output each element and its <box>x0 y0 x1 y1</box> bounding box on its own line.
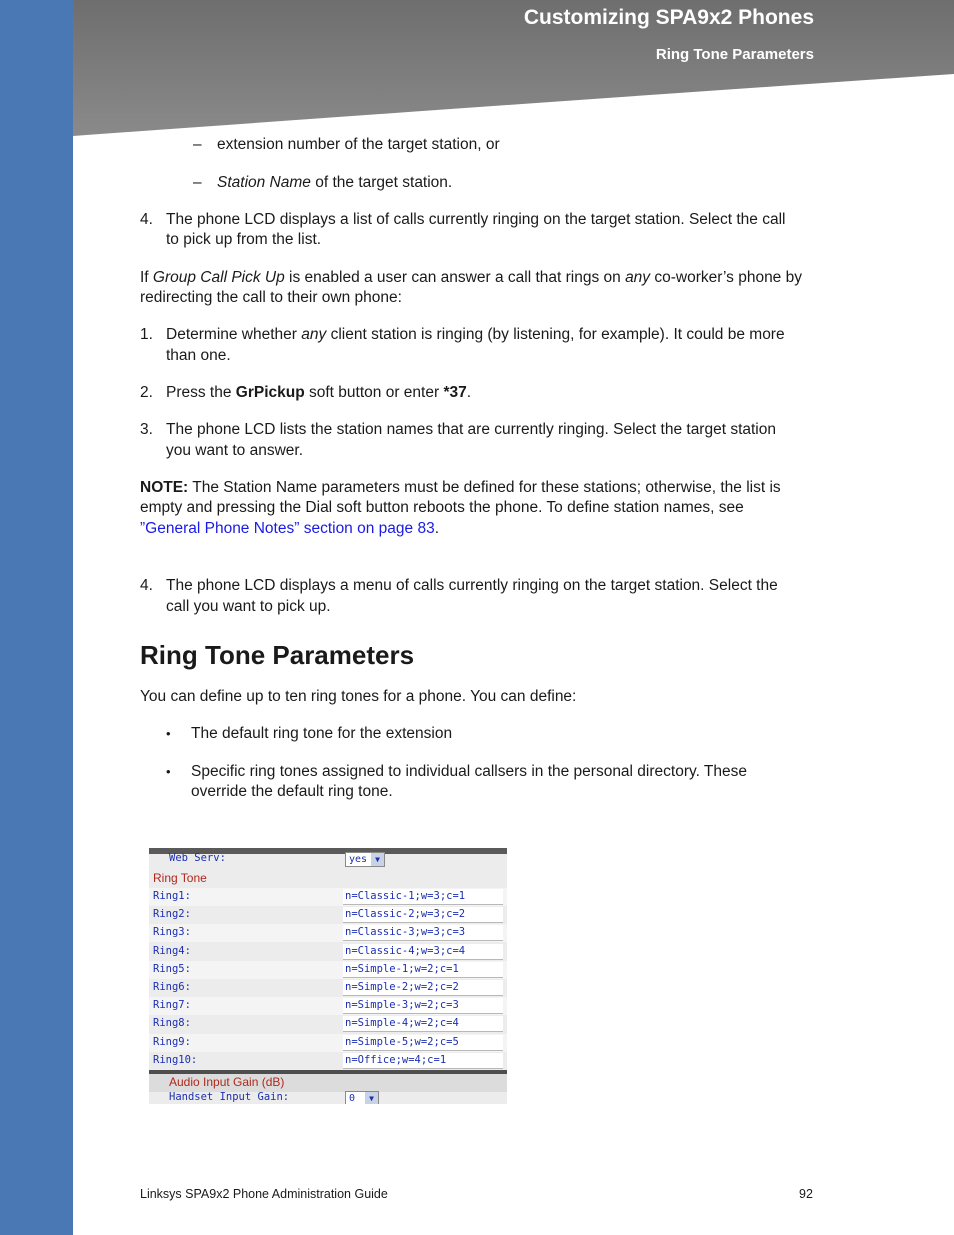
ring-row <box>149 979 507 997</box>
ring-row <box>149 1034 507 1052</box>
header-swoosh <box>73 0 954 140</box>
ring-label: Ring10: <box>153 1053 198 1066</box>
step-number: 1. <box>140 326 153 343</box>
ring-row <box>149 924 507 942</box>
ring-value-text: n=Simple-4;w=2;c=4 <box>345 1017 459 1030</box>
web-serv-select[interactable]: yes ▼ <box>345 852 385 867</box>
ring-value-text: n=Simple-2;w=2;c=2 <box>345 981 459 993</box>
note-line3: ”General Phone Notes” section on page 83. <box>140 520 440 537</box>
bullet-default-ring: The default ring tone for the extension <box>191 725 453 742</box>
ring-value-text: n=Classic-2;w=3;c=2 <box>345 908 466 921</box>
ring-value-text: n=Classic-3;w=3;c=3 <box>345 926 466 939</box>
audio-section-title: Audio Input Gain (dB) <box>169 1075 285 1089</box>
ring-tone-section-title: Ring Tone <box>153 871 207 885</box>
ring-label: Ring6: <box>153 981 191 993</box>
step4a-line2: to pick up from the list. <box>166 231 322 248</box>
bullet-marker: • <box>166 726 171 741</box>
step2-text: Press the GrPickup soft button or enter *37. <box>166 384 472 401</box>
ring-value-input[interactable] <box>343 980 503 996</box>
ring-value-input[interactable] <box>343 925 503 941</box>
ring-label: Ring2: <box>153 908 191 921</box>
dash-marker: – <box>193 136 202 153</box>
header-band <box>73 0 954 140</box>
dash-marker: – <box>193 174 202 191</box>
ring-value-input[interactable] <box>343 962 503 978</box>
ring-value-text: n=Simple-1;w=2;c=1 <box>345 962 459 975</box>
bullet-specific-ring-line1: Specific ring tones assigned to individual callsers in the personal directory. These <box>191 763 748 780</box>
step3-line2: you want to answer. <box>166 442 303 459</box>
ring-value-text: n=Classic-4;w=3;c=4 <box>345 944 466 957</box>
ring-value-text: n=Office;w=4;c=1 <box>345 1053 447 1066</box>
ring-value-input[interactable] <box>343 907 503 923</box>
ring-tone-section-row <box>149 870 507 888</box>
step1-line2: than one. <box>166 347 231 364</box>
ring-value-input[interactable] <box>343 944 503 960</box>
footer-page-number: 92 <box>799 1187 813 1201</box>
step4b-line2: call you want to pick up. <box>166 598 331 615</box>
step-number: 4. <box>140 577 153 594</box>
ring-value-input[interactable] <box>343 1053 503 1069</box>
step-number: 3. <box>140 421 153 438</box>
ring-value-input[interactable] <box>343 1016 503 1032</box>
ring-value-input[interactable] <box>343 1035 503 1051</box>
ring-label: Ring1: <box>153 890 191 902</box>
step-number: 2. <box>140 384 153 401</box>
dash-item-extension: extension number of the target station, or <box>217 136 500 153</box>
ring-row <box>149 961 507 979</box>
ring-label: Ring7: <box>153 999 191 1012</box>
ring-value-input[interactable] <box>343 889 503 905</box>
group-pickup-intro-line2: redirecting the call to their own phone: <box>140 289 402 306</box>
ring-row <box>149 888 507 906</box>
ring-row <box>149 1052 507 1070</box>
note-line1: NOTE: The Station Name parameters must be defined for these stations; otherwise, the list is <box>140 479 781 496</box>
footer-guide-title: Linksys SPA9x2 Phone Administration Guide <box>140 1187 388 1201</box>
ring-row <box>149 906 507 924</box>
ring-value-text: n=Simple-5;w=2;c=5 <box>345 1035 459 1048</box>
ring-label: Ring8: <box>153 1017 191 1030</box>
ring-tone-config-screenshot <box>149 848 507 1104</box>
handset-gain-label: Handset Input Gain: <box>169 1091 290 1103</box>
ring-value-input[interactable] <box>343 998 503 1014</box>
group-pickup-intro: If Group Call Pick Up is enabled a user can answer a call that rings on any co-worker’s phone by <box>140 269 802 286</box>
web-serv-label: Web Serv: <box>169 852 226 864</box>
step3-line1: The phone LCD lists the station names that are currently ringing. Select the target station <box>166 421 776 438</box>
station-name-italic: Station Name <box>217 174 311 191</box>
ring-label: Ring5: <box>153 962 191 975</box>
handset-gain-row <box>149 1089 507 1104</box>
ring-label: Ring3: <box>153 926 191 939</box>
chevron-down-icon: ▼ <box>365 1092 378 1104</box>
step-number: 4. <box>140 211 153 228</box>
ring-label: Ring9: <box>153 1035 191 1048</box>
bullet-marker: • <box>166 764 171 779</box>
ring-row <box>149 997 507 1015</box>
step1-line1: Determine whether any client station is ringing (by listening, for example). It could be more <box>166 326 785 343</box>
section-heading: Ring Tone Parameters <box>140 640 415 670</box>
chapter-title: Customizing SPA9x2 Phones <box>523 6 814 29</box>
dash-item-station-name: Station Name of the target station. <box>217 174 453 191</box>
ring-row <box>149 943 507 961</box>
ring-label: Ring4: <box>153 944 191 957</box>
ring-value-text: n=Simple-3;w=2;c=3 <box>345 999 459 1012</box>
handset-gain-select[interactable]: 0 ▼ <box>345 1091 379 1104</box>
step4b-line1: The phone LCD displays a menu of calls currently ringing on the target station. Select the <box>166 577 778 594</box>
ring-row <box>149 1015 507 1033</box>
note-line2: empty and pressing the Dial soft button reboots the phone. To define station names, see <box>140 499 744 516</box>
general-phone-notes-link[interactable]: ”General Phone Notes” section on page 83 <box>140 520 435 537</box>
step4a-line1: The phone LCD displays a list of calls currently ringing on the target station. Select the call <box>166 211 786 228</box>
web-serv-row <box>149 850 507 868</box>
ring-value-text: n=Classic-1;w=3;c=1 <box>345 890 466 902</box>
bullet-specific-ring-line2: override the default ring tone. <box>191 783 393 800</box>
left-margin-bar <box>0 0 73 1235</box>
chevron-down-icon: ▼ <box>371 853 384 866</box>
section-subtitle: Ring Tone Parameters <box>655 46 814 63</box>
note-label: NOTE: <box>140 479 189 496</box>
ring-intro: You can define up to ten ring tones for a phone. You can define: <box>140 688 577 705</box>
